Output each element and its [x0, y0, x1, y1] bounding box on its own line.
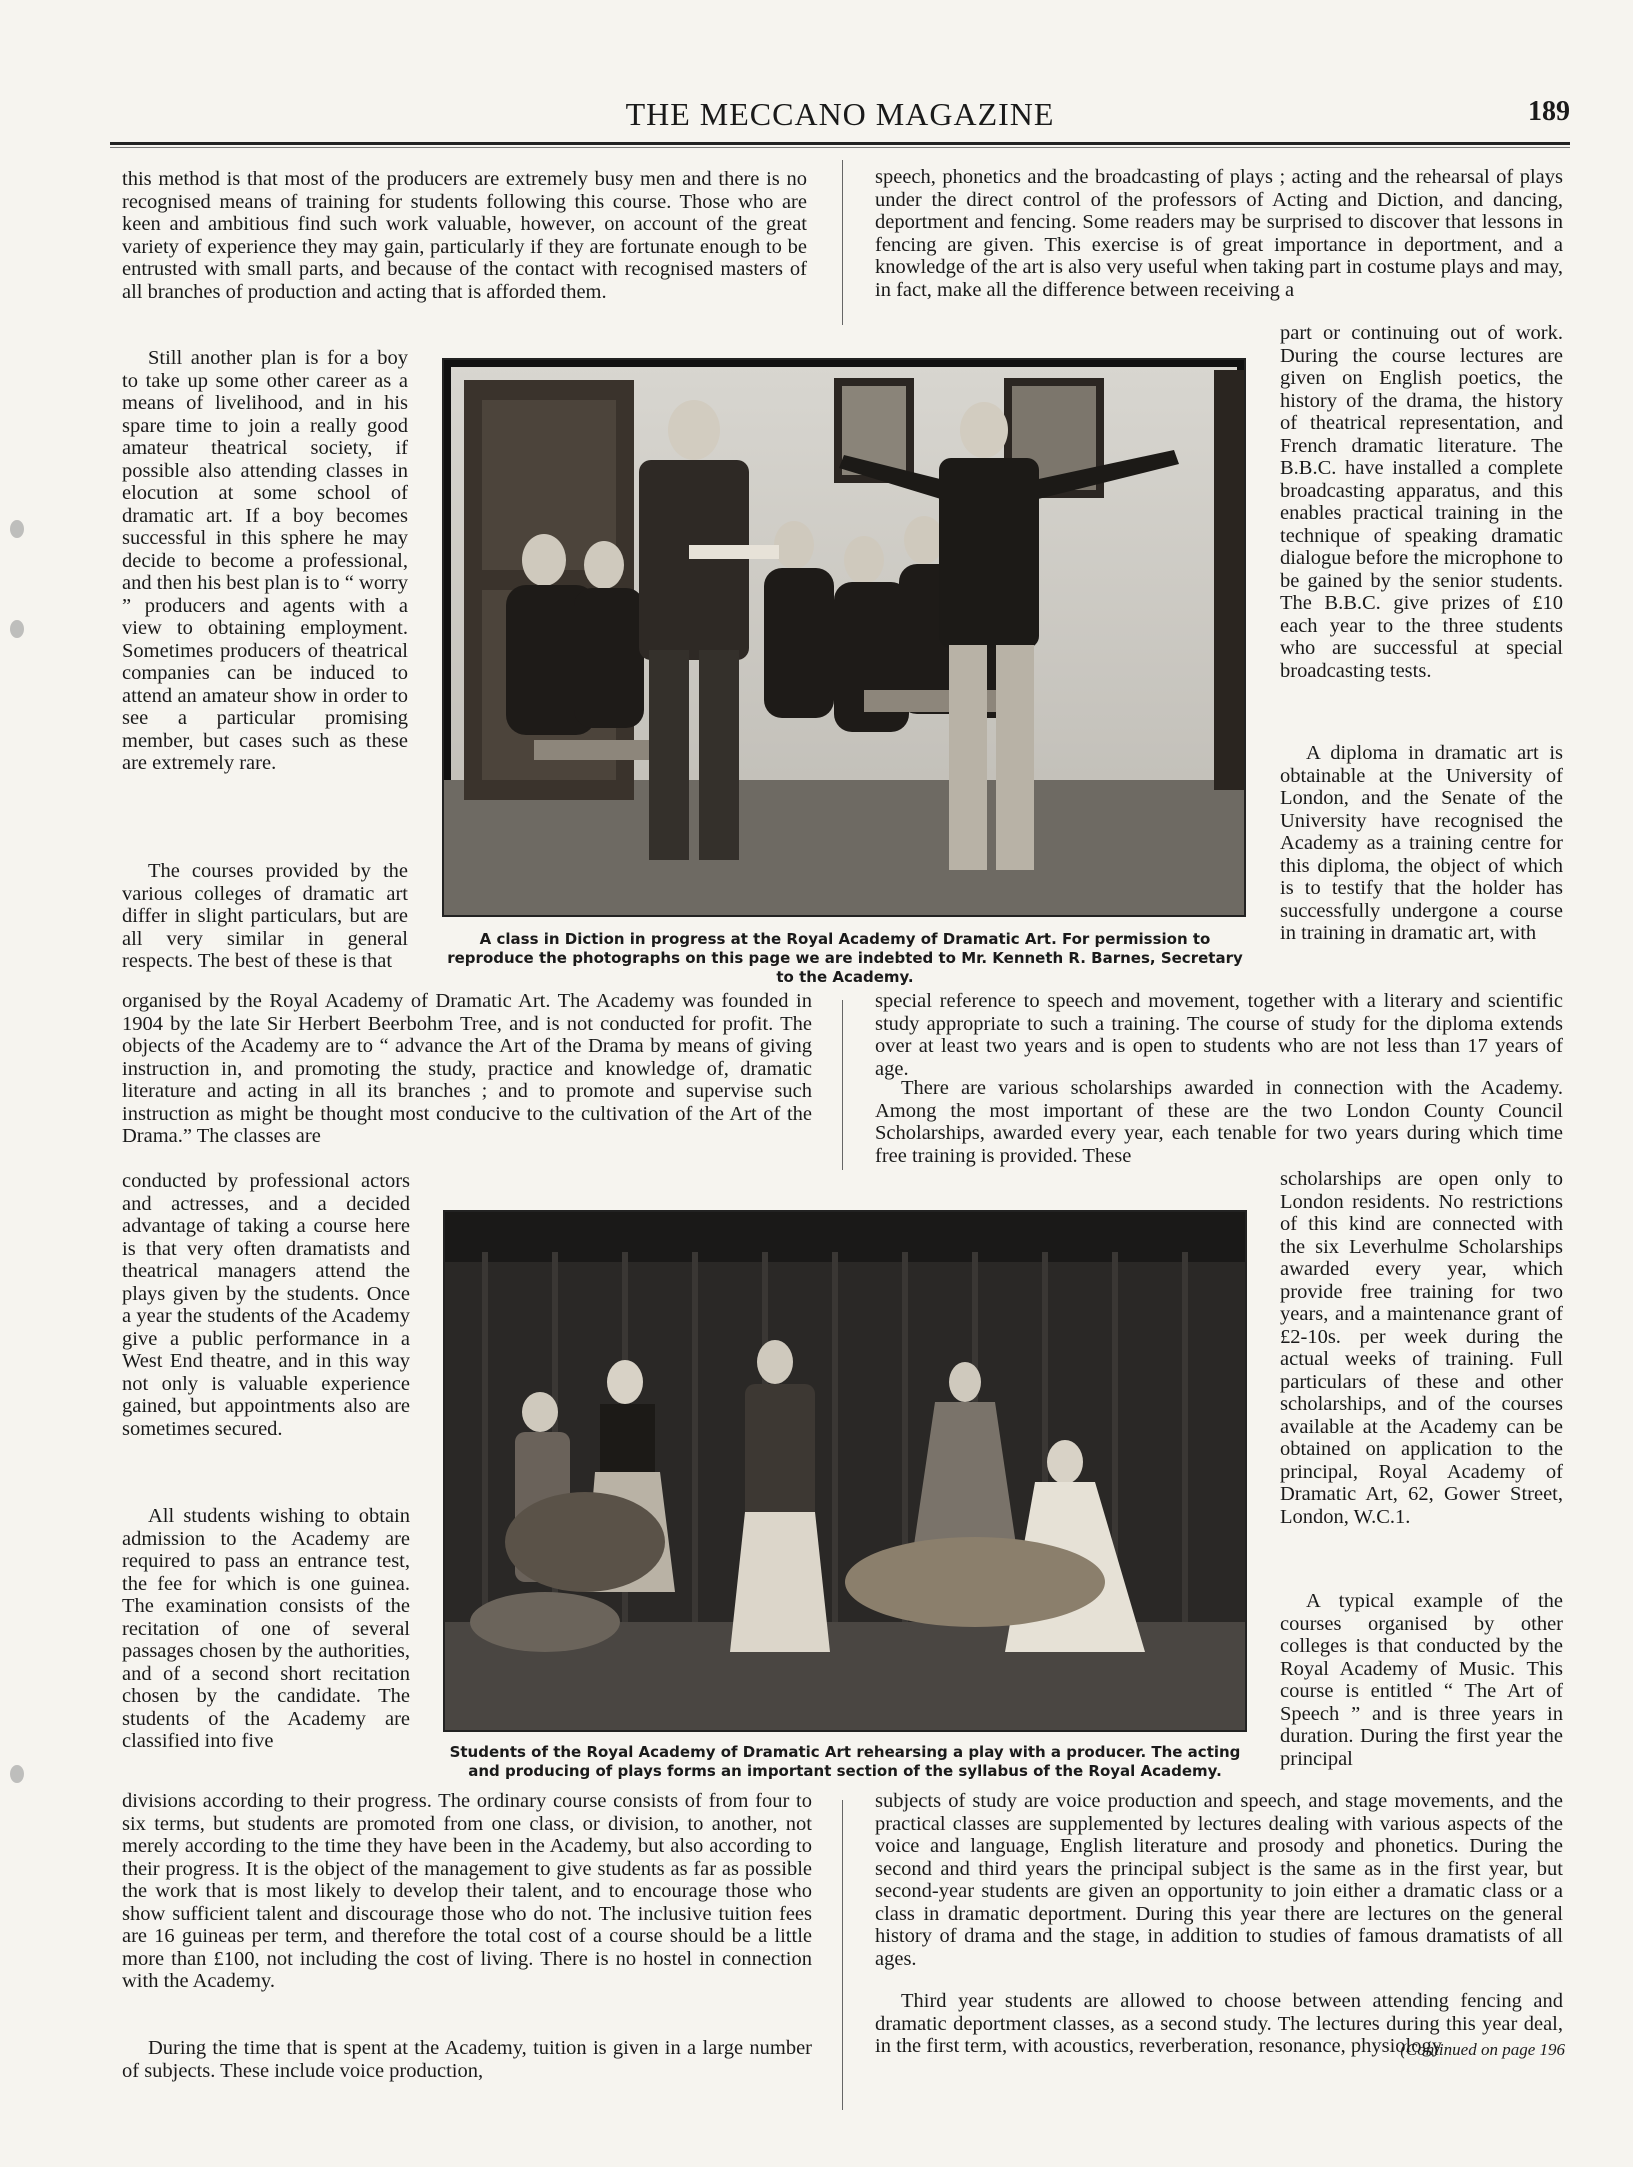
page-number: 189: [1528, 96, 1570, 127]
paragraph: this method is that most of the producers are extremely busy men and there is no recognised means of training for students following this course. Those who are keen and ambitious find such work valuable, however, on account of the great variety of experience they may gain, particularly if they are fortunate enough to be entrusted with small parts, and because of the contact with recognised masters of all branches of production and acting that is afforded them.: [122, 168, 807, 303]
margin-speck: [10, 620, 24, 638]
header-rule-thin: [110, 147, 1570, 148]
paragraph: conducted by professional actors and actresses, and a decided advantage of taking a course here is that very often dramatists and theatrical managers attend the plays given by the students. Once a year the students of the Academy give a public performance in a West End theatre, and in this way not only is valuable experience gained, but appointments also are sometimes secured.: [122, 1170, 410, 1440]
rehearsal-photo: [443, 1210, 1247, 1732]
photo-caption: Students of the Royal Academy of Dramatic Art rehearsing a play with a producer. The acting and producing of plays forms an important section of the syllabus of the Royal Academy.: [449, 1743, 1241, 1780]
header-rule: [110, 142, 1570, 145]
paragraph: There are various scholarships awarded in connection with the Academy. Among the most important of these are the two London County Council Scholarships, awarded every year, each tenable for two years during which time free training is provided. These: [875, 1077, 1563, 1167]
paragraph: During the time that is spent at the Academy, tuition is given in a large number of subjects. These include voice production,: [122, 2037, 812, 2082]
paragraph: A typical example of the courses organised by other colleges is that conducted by the Royal Academy of Music. This course is entitled “ The Art of Speech ” and is three years in duration. During the first year the principal: [1280, 1590, 1563, 1770]
continued-note: (Continued on page 196: [1400, 2040, 1565, 2059]
diction-class-photo: [442, 358, 1246, 917]
paragraph: Still another plan is for a boy to take up some other career as a means of livelihood, and in his spare time to join a really good amateur theatrical society, if possible also attending classes in elocution at some school of dramatic art. If a boy becomes successful in this sphere he may decide to become a professional, and then his best plan is to “ worry ” producers and agents with a view to obtaining employment. Sometimes producers of theatrical companies can be induced to attend an amateur show in order to see a particular promising member, but cases such as these are extremely rare.: [122, 347, 408, 774]
paragraph: organised by the Royal Academy of Dramatic Art. The Academy was founded in 1904 by the late Sir Herbert Beerbohm Tree, and is not conducted for profit. The objects of the Academy are to “ advance the Art of the Drama by means of giving instruction in, and promoting the study, practice and knowledge of, dramatic literature and acting in all its branches ; and to promote and supervise such instruction as might be thought most conducive to the cultivation of the Art of the Drama.” The classes are: [122, 990, 812, 1147]
paragraph: A diploma in dramatic art is obtainable at the University of London, and the Senate of the University have recognised the Academy as a training centre for this diploma, the object of which is to testify that the holder has successfully undergone a course in training in dramatic art, with: [1280, 742, 1563, 944]
paragraph: part or continuing out of work. During the course lectures are given on English poetics, the history of the drama, the history of theatrical representation, and French dramatic literature. The B.B.C. have installed a complete broadcasting apparatus, and this enables practical training in the technique of speaking dramatic dialogue before the microphone to be gained by the senior students. The B.B.C. give prizes of £10 each year to the three students who are successful at special broadcasting tests.: [1280, 322, 1563, 682]
paragraph: speech, phonetics and the broadcasting of plays ; acting and the rehearsal of plays under the direct control of the professors of Acting and Diction, and dancing, deportment and fencing. Some readers may be surprised to discover that lessons in fencing are given. This exercise is of great importance in deportment, and a knowledge of the art is also very useful when taking part in costume plays and may, in fact, make all the difference between receiving a: [875, 166, 1563, 301]
margin-speck: [10, 1765, 24, 1783]
photo-caption: A class in Diction in progress at the Royal Academy of Dramatic Art. For permission to reproduce the photographs on this page we are indebted to Mr. Kenneth R. Barnes, Secretary to the Academy.: [447, 930, 1243, 986]
column-divider: [842, 160, 843, 325]
paragraph: All students wishing to obtain admission to the Academy are required to pass an entrance test, the fee for which is one guinea. The examination consists of the recitation of one of several passages chosen by the authorities, and of a second short recitation chosen by the candidate. The students of the Academy are classified into five: [122, 1505, 410, 1752]
column-divider: [842, 1800, 843, 2110]
paragraph: Third year students are allowed to choose between attending fencing and dramatic deportment classes, as a second study. The lectures during this year deal, in the first term, with acoustics, reverberation, resonance, physiology: [875, 1990, 1563, 2057]
margin-speck: [10, 520, 24, 538]
magazine-title: THE MECCANO MAGAZINE: [625, 96, 1055, 132]
paragraph: divisions according to their progress. The ordinary course consists of from four to six terms, but students are promoted from one class, or division, to another, not merely according to the time they have been in the Academy, but also according to their progress. It is the object of the management to give students as far as possible the work that is most likely to develop their talent, and to encourage those who show sufficient talent and discourage those who do not. The inclusive tuition fees are 16 guineas per term, and therefore the total cost of a course should be a little more than £100, not including the cost of living. There is no hostel in connection with the Academy.: [122, 1790, 812, 1992]
column-divider: [842, 1000, 843, 1170]
paragraph: scholarships are open only to London residents. No restrictions of this kind are connected with the six Leverhulme Scholarships awarded every year, which provide free training for two years, and a maintenance grant of £2-10s. per week during the actual weeks of training. Full particulars of these and other scholarships, and of the courses available at the Academy can be obtained on application to the principal, Royal Academy of Dramatic Art, 62, Gower Street, London, W.C.1.: [1280, 1168, 1563, 1528]
paragraph: The courses provided by the various colleges of dramatic art differ in slight particulars, but are all very similar in general respects. The best of these is that: [122, 860, 408, 972]
paragraph: subjects of study are voice production and speech, and stage movements, and the practical classes are supplemented by lectures dealing with various aspects of the voice and language, English literature and prosody and phonetics. During the second and third years the principal subject is the same as in the first year, but second-year students are given an opportunity to join either a dramatic class or a class in dramatic deportment. During this year there are lectures on the general history of drama and the stage, in addition to studies of famous dramatists of all ages.: [875, 1790, 1563, 1970]
paragraph: special reference to speech and movement, together with a literary and scientific study appropriate to such a training. The course of study for the diploma extends over at least two years and is open to students who are not less than 17 years of age.: [875, 990, 1563, 1080]
page-header: [110, 96, 1570, 146]
